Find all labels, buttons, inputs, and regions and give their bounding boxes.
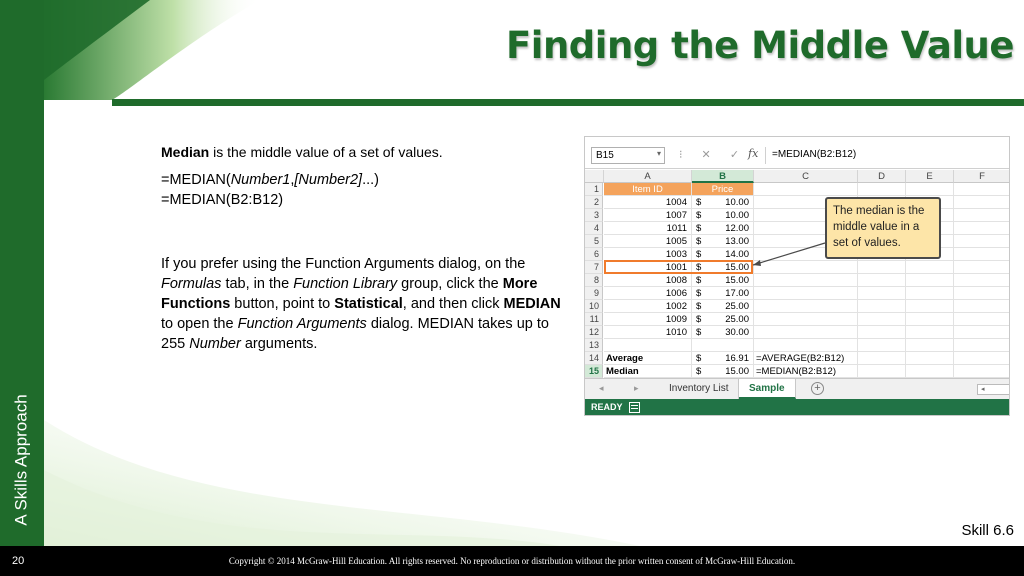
cell-item-id[interactable]: 1009 bbox=[604, 313, 692, 326]
chevron-down-icon[interactable]: ▾ bbox=[656, 149, 661, 158]
row-header[interactable]: 1 bbox=[585, 183, 603, 196]
cell-formula-text[interactable]: =AVERAGE(B2:B12) bbox=[754, 352, 858, 365]
name-box-value: B15 bbox=[596, 150, 614, 161]
price-value: 14.00 bbox=[725, 249, 749, 260]
cell-item-id[interactable]: 1002 bbox=[604, 300, 692, 313]
currency-symbol: $ bbox=[696, 210, 702, 221]
price-value: 10.00 bbox=[725, 197, 749, 208]
title-divider bbox=[112, 99, 1024, 106]
instr-formulas: Formulas bbox=[161, 276, 222, 292]
row-header[interactable]: 4 bbox=[585, 222, 603, 235]
sheet-nav-arrows-icon[interactable]: ◂ ▸ bbox=[599, 383, 653, 393]
price-value: 25.00 bbox=[725, 301, 749, 312]
header-cell-item-id[interactable]: Item ID bbox=[604, 183, 692, 196]
price-value: 25.00 bbox=[725, 314, 749, 325]
row-header[interactable]: 7 bbox=[585, 261, 603, 274]
price-value: 15.00 bbox=[725, 275, 749, 286]
instr-text-1: If you prefer using the Function Arguments dialog, on the bbox=[161, 256, 526, 272]
macro-record-icon[interactable] bbox=[629, 402, 640, 413]
row-header[interactable]: 5 bbox=[585, 235, 603, 248]
cell-summary-label[interactable]: Average bbox=[604, 352, 692, 365]
column-header-a[interactable]: A bbox=[604, 170, 692, 183]
cell-summary-label[interactable]: Median bbox=[604, 365, 692, 378]
price-value: 15.00 bbox=[725, 262, 749, 273]
price-value: 17.00 bbox=[725, 288, 749, 299]
sheet-tab-bar bbox=[585, 378, 1010, 399]
syntax-arg2: [Number2] bbox=[294, 172, 363, 188]
page-number: 20 bbox=[12, 555, 25, 567]
definition-text: is the middle value of a set of values. bbox=[209, 144, 443, 160]
slide-title: Finding the Middle Value bbox=[505, 24, 1014, 67]
cell-item-id[interactable]: 1001 bbox=[604, 261, 692, 274]
skill-number: Skill 6.6 bbox=[961, 522, 1014, 539]
row-header[interactable]: 15 bbox=[585, 365, 603, 378]
currency-symbol: $ bbox=[696, 353, 702, 364]
row-header[interactable]: 13 bbox=[585, 339, 603, 352]
tab-sample[interactable]: Sample bbox=[739, 379, 796, 399]
excel-screenshot bbox=[584, 136, 1010, 416]
syntax-prefix: =MEDIAN( bbox=[161, 172, 231, 188]
header-cell-price[interactable]: Price bbox=[692, 183, 754, 196]
row-header[interactable]: 3 bbox=[585, 209, 603, 222]
summary-value: 16.91 bbox=[725, 353, 749, 364]
cell-item-id[interactable]: 1004 bbox=[604, 196, 692, 209]
column-header-c[interactable]: C bbox=[754, 170, 858, 183]
row-header[interactable]: 8 bbox=[585, 274, 603, 287]
cell-item-id[interactable]: 1007 bbox=[604, 209, 692, 222]
status-ready: READY bbox=[591, 402, 623, 412]
cell-item-id[interactable]: 1005 bbox=[604, 235, 692, 248]
cell-item-id[interactable]: 1003 bbox=[604, 248, 692, 261]
currency-symbol: $ bbox=[696, 366, 702, 377]
cell-item-id[interactable]: 1006 bbox=[604, 287, 692, 300]
summary-value: 15.00 bbox=[725, 366, 749, 377]
status-bar bbox=[585, 399, 1010, 416]
syntax-comma: , bbox=[290, 172, 295, 188]
definition-paragraph bbox=[161, 142, 566, 162]
instr-function-library: Function Library bbox=[293, 276, 398, 292]
instr-text-3: group, click the bbox=[397, 276, 503, 292]
price-value: 10.00 bbox=[725, 210, 749, 221]
currency-symbol: $ bbox=[696, 327, 702, 338]
instr-text-4: button, point to bbox=[230, 296, 335, 312]
instr-text-2: tab, in the bbox=[221, 276, 294, 292]
syntax-arg1: Number1 bbox=[230, 172, 291, 188]
currency-symbol: $ bbox=[696, 249, 702, 260]
sidebar-label: A Skills Approach bbox=[12, 394, 32, 526]
instr-more-functions: More Functions bbox=[161, 276, 538, 312]
instr-statistical: Statistical bbox=[334, 296, 403, 312]
row-header[interactable]: 6 bbox=[585, 248, 603, 261]
cell-item-id[interactable]: 1008 bbox=[604, 274, 692, 287]
currency-symbol: $ bbox=[696, 236, 702, 247]
currency-symbol: $ bbox=[696, 262, 702, 273]
currency-symbol: $ bbox=[696, 301, 702, 312]
formula-input[interactable]: =MEDIAN(B2:B12) bbox=[765, 147, 1009, 164]
instr-text-8: arguments. bbox=[240, 336, 318, 352]
instr-function-arguments: Function Arguments bbox=[237, 316, 367, 332]
syntax-line bbox=[161, 170, 566, 190]
instr-text-7: dialog. MEDIAN takes up to 255 bbox=[161, 316, 549, 352]
cancel-enter-icons[interactable]: ⁝ ✕ ✓ bbox=[679, 149, 748, 161]
column-header-d[interactable]: D bbox=[858, 170, 906, 183]
cell-item-id[interactable]: 1010 bbox=[604, 326, 692, 339]
column-header-e[interactable]: E bbox=[906, 170, 954, 183]
insert-function-icon[interactable]: fx bbox=[748, 147, 759, 160]
instr-number: Number bbox=[189, 336, 241, 352]
cell-item-id[interactable]: 1011 bbox=[604, 222, 692, 235]
price-value: 30.00 bbox=[725, 327, 749, 338]
callout-pointer bbox=[585, 137, 1010, 416]
row-header[interactable]: 11 bbox=[585, 313, 603, 326]
instr-text-6: to open the bbox=[161, 316, 238, 332]
currency-symbol: $ bbox=[696, 275, 702, 286]
row-header[interactable]: 9 bbox=[585, 287, 603, 300]
cell-formula-text[interactable]: =MEDIAN(B2:B12) bbox=[754, 365, 858, 378]
column-header-f[interactable]: F bbox=[954, 170, 1010, 183]
instr-text-5: , and then click bbox=[402, 296, 504, 312]
currency-symbol: $ bbox=[696, 314, 702, 325]
median-callout: The median is the middle value in a set of values. bbox=[825, 197, 941, 259]
price-value: 13.00 bbox=[725, 236, 749, 247]
sidebar-label-container bbox=[0, 380, 44, 540]
row-header[interactable]: 2 bbox=[585, 196, 603, 209]
example-formula: =MEDIAN(B2:B12) bbox=[161, 192, 284, 208]
currency-symbol: $ bbox=[696, 223, 702, 234]
instr-median: MEDIAN bbox=[503, 296, 561, 312]
term-median: Median bbox=[161, 144, 210, 160]
add-sheet-icon[interactable]: + bbox=[811, 382, 824, 395]
spacer bbox=[161, 210, 566, 254]
horizontal-scrollbar[interactable]: ◂ bbox=[977, 384, 1010, 395]
row-header[interactable]: 12 bbox=[585, 326, 603, 339]
column-header-b[interactable]: B bbox=[692, 170, 754, 183]
body-text bbox=[161, 142, 566, 354]
row-header[interactable]: 14 bbox=[585, 352, 603, 365]
footer-bar bbox=[0, 546, 1024, 576]
currency-symbol: $ bbox=[696, 197, 702, 208]
currency-symbol: $ bbox=[696, 288, 702, 299]
syntax-suffix: ...) bbox=[362, 172, 379, 188]
tab-inventory-list[interactable]: Inventory List bbox=[659, 379, 739, 399]
instructions-paragraph bbox=[161, 254, 566, 354]
price-value: 12.00 bbox=[725, 223, 749, 234]
row-header[interactable]: 10 bbox=[585, 300, 603, 313]
copyright-notice: Copyright © 2014 McGraw-Hill Education. All rights reserved. No reproduction or distribution without the prior written consent of McGraw-Hill Education. bbox=[228, 556, 796, 566]
